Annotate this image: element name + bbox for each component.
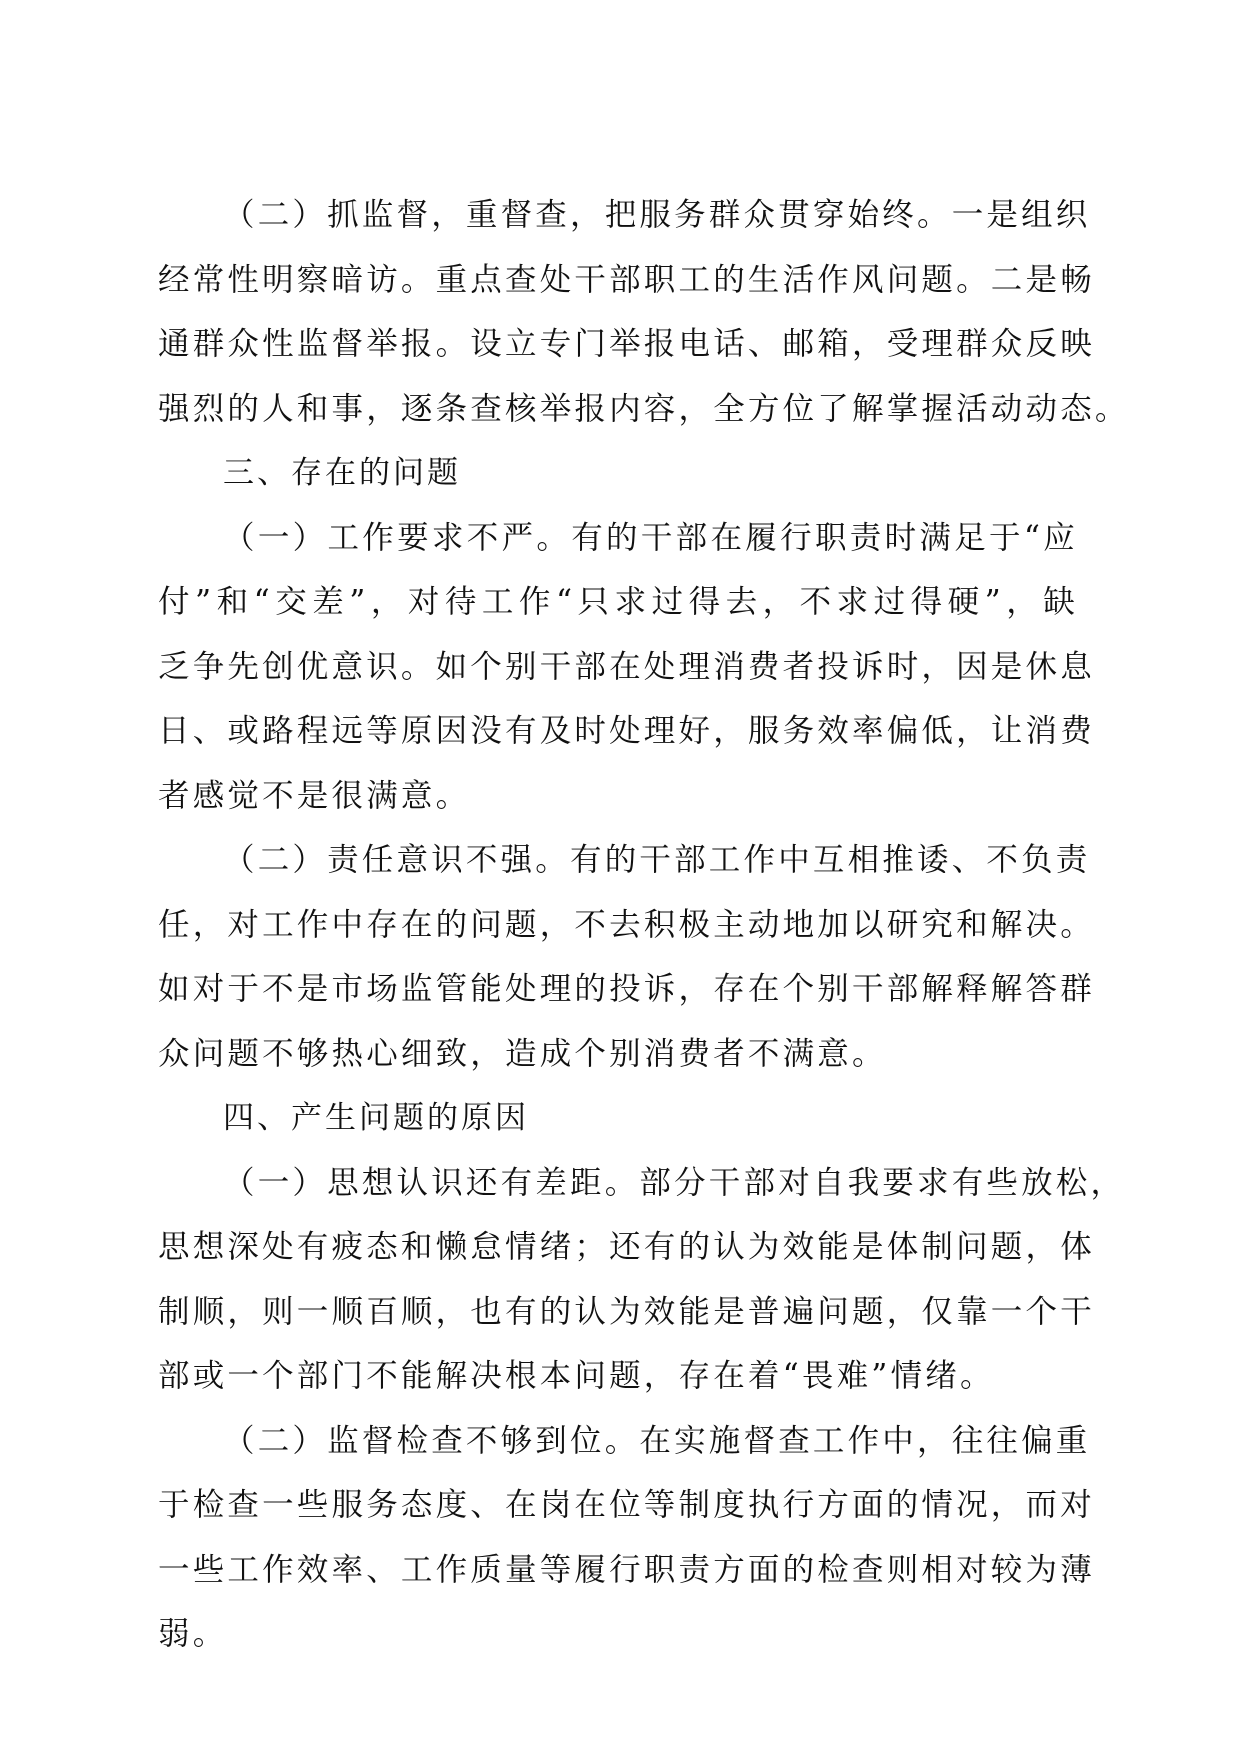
paragraph-line: （一）思想认识还有差距。部分干部对自我要求有些放松， <box>223 1164 1126 1201</box>
paragraph-line: 日、或路程远等原因没有及时处理好，服务效率偏低，让消费 <box>158 713 1095 749</box>
paragraph-line: （二）抓监督，重督查，把服务群众贯穿始终。一是组织 <box>223 197 1091 233</box>
section-heading: 四、产生问题的原因 <box>223 1100 529 1136</box>
paragraph-line: 经常性明察暗访。重点查处干部职工的生活作风问题。二是畅 <box>158 261 1095 298</box>
paragraph-line: 者感觉不是很满意。 <box>158 777 471 814</box>
paragraph-line: 付”和“交差”，对待工作“只求过得去，不求过得硬”，缺 <box>158 584 1078 620</box>
paragraph-line: 于检查一些服务态度、在岗在位等制度执行方面的情况，而对 <box>158 1487 1095 1523</box>
paragraph-line: （二）责任意识不强。有的干部工作中互相推诿、不负责 <box>223 842 1091 878</box>
paragraph-line: 部或一个部门不能解决根本问题，存在着“畏难”情绪。 <box>158 1358 995 1394</box>
paragraph-line: 如对于不是市场监管能处理的投诉，存在个别干部解释解答群 <box>158 971 1095 1007</box>
paragraph-line: 一些工作效率、工作质量等履行职责方面的检查则相对较为薄 <box>158 1551 1095 1588</box>
paragraph-line: 思想深处有疲态和懒怠情绪；还有的认为效能是体制问题，体 <box>158 1229 1095 1265</box>
paragraph-line: 任，对工作中存在的问题，不去积极主动地加以研究和解决。 <box>158 906 1095 943</box>
section-heading: 三、存在的问题 <box>223 455 461 491</box>
paragraph-line: 众问题不够热心细致，造成个别消费者不满意。 <box>158 1035 887 1072</box>
paragraph-line: （一）工作要求不严。有的干部在履行职责时满足于“应 <box>223 519 1078 556</box>
paragraph-line: 强烈的人和事，逐条查核举报内容，全方位了解掌握活动动态。 <box>158 390 1130 427</box>
document-body <box>158 183 1130 1667</box>
paragraph-line: 制顺，则一顺百顺，也有的认为效能是普遍问题，仅靠一个干 <box>158 1293 1095 1330</box>
paragraph-line: 乏争先创优意识。如个别干部在处理消费者投诉时，因是休息 <box>158 648 1095 685</box>
paragraph-line: 通群众性监督举报。设立专门举报电话、邮箱，受理群众反映 <box>158 326 1095 362</box>
paragraph-line: （二）监督检查不够到位。在实施督查工作中，往往偏重 <box>223 1422 1091 1459</box>
paragraph-line: 弱。 <box>158 1616 228 1652</box>
